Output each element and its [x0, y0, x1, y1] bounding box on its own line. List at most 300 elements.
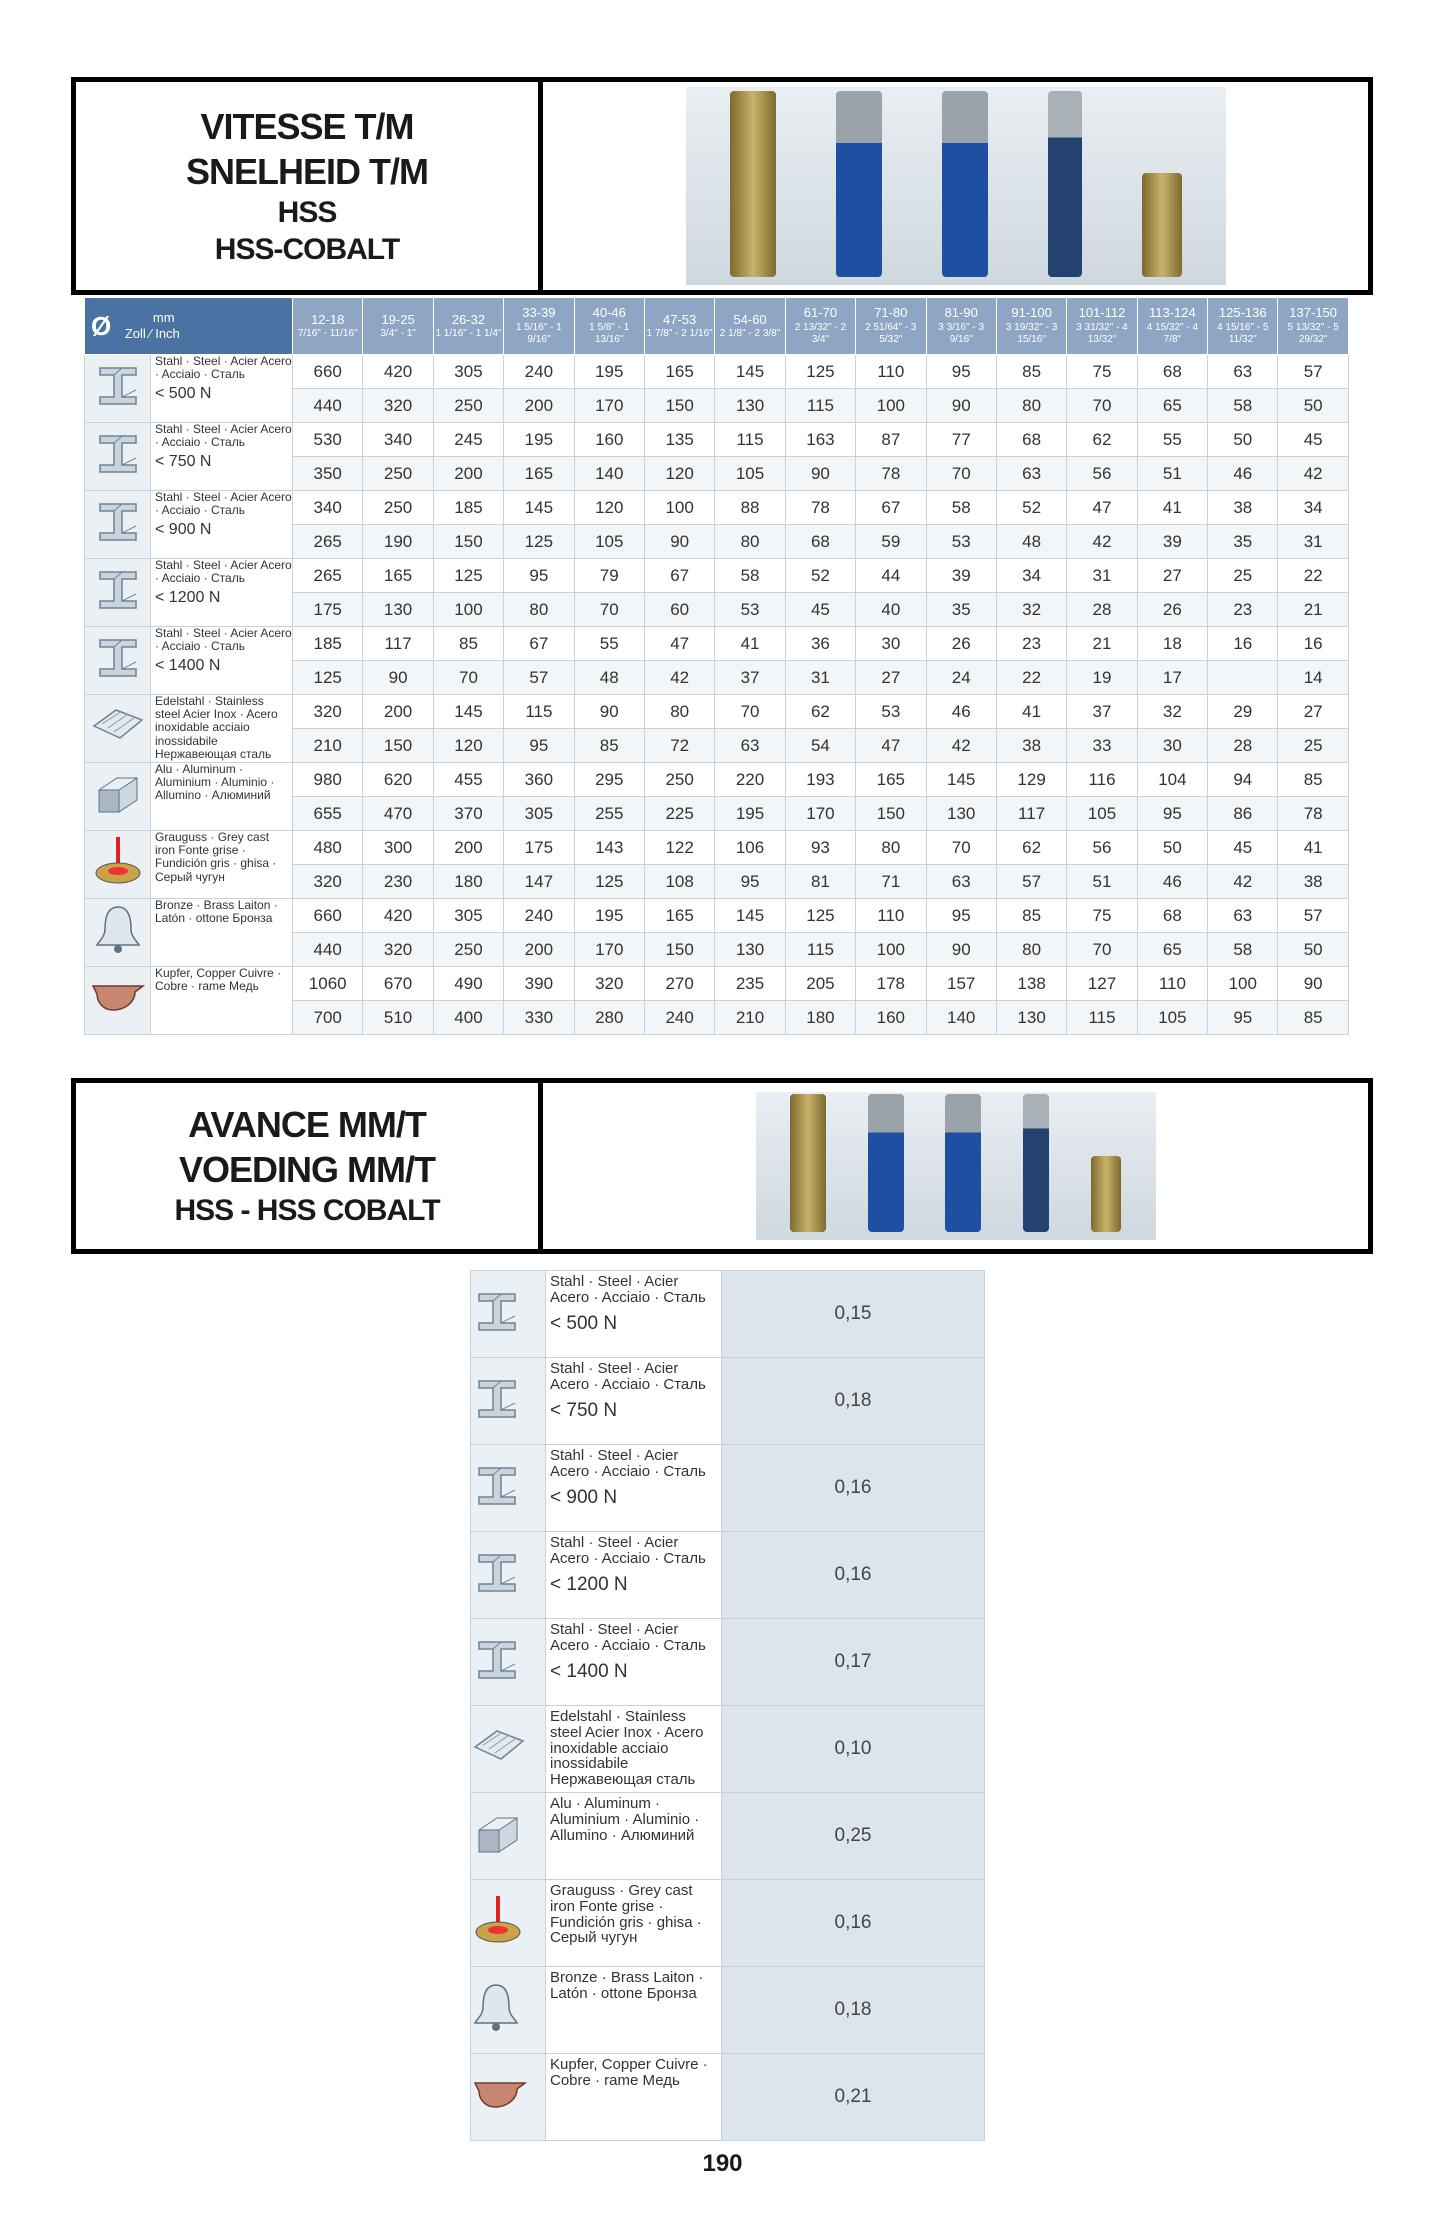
- speed-value-cell: 265: [293, 559, 363, 593]
- speed-value-cell: 27: [1278, 695, 1348, 729]
- stainless-grate-icon: [471, 1725, 545, 1774]
- speed-value-cell: 63: [1208, 899, 1278, 933]
- speed-value-cell: 250: [644, 763, 714, 797]
- material-icon-cell: [85, 423, 151, 491]
- material-icon-cell: [85, 695, 151, 763]
- speed-value-cell: 37: [715, 661, 785, 695]
- speed-value-cell: 125: [433, 559, 503, 593]
- speed-value-cell: 46: [1208, 457, 1278, 491]
- speed-value-cell: 255: [574, 797, 644, 831]
- material-name: Kupfer, Copper Cuivre · Cobre · rame Медь: [550, 2056, 708, 2089]
- speed-value-cell: 305: [433, 355, 503, 389]
- speed-value-cell: 80: [504, 593, 574, 627]
- speed-value-cell: 34: [1278, 491, 1348, 525]
- material-label-cell: [546, 1532, 722, 1619]
- feed-table-row: [471, 1793, 985, 1880]
- speed-value-cell: 72: [644, 729, 714, 763]
- speed-value-cell: 106: [715, 831, 785, 865]
- speed-table-row: [85, 967, 1349, 1001]
- speed-value-cell: 78: [856, 457, 926, 491]
- material-icon-cell: [471, 1880, 546, 1967]
- speed-value-cell: 57: [504, 661, 574, 695]
- speed-value-cell: 47: [856, 729, 926, 763]
- speed-value-cell: 78: [1278, 797, 1348, 831]
- speed-value-cell: 480: [293, 831, 363, 865]
- speed-value-cell: 68: [1137, 355, 1207, 389]
- speed-value-cell: 235: [715, 967, 785, 1001]
- speed-value-cell: 143: [574, 831, 644, 865]
- speed-value-cell: 125: [574, 865, 644, 899]
- tensile-strength: < 1200 N: [155, 589, 221, 607]
- speed-header-box: [71, 77, 1373, 295]
- material-label-cell: [546, 1271, 722, 1358]
- speed-value-cell: 80: [644, 695, 714, 729]
- speed-value-cell: 105: [1137, 1001, 1207, 1035]
- feed-title-hss: HSS - HSS COBALT: [174, 1194, 440, 1228]
- speed-value-cell: 100: [644, 491, 714, 525]
- speed-value-cell: 31: [1067, 559, 1137, 593]
- material-icon-cell: [471, 2054, 546, 2141]
- speed-value-cell: 135: [644, 423, 714, 457]
- speed-value-cell: 63: [996, 457, 1066, 491]
- speed-value-cell: 150: [644, 389, 714, 423]
- speed-value-cell: 52: [785, 559, 855, 593]
- speed-value-cell: 63: [1208, 355, 1278, 389]
- blue-core-drill-image: [836, 91, 882, 277]
- tensile-strength: < 500 N: [550, 1312, 618, 1334]
- speed-value-cell: 105: [574, 525, 644, 559]
- speed-value-cell: 100: [1208, 967, 1278, 1001]
- speed-value-cell: 160: [574, 423, 644, 457]
- steel-beam-icon: [85, 428, 150, 485]
- speed-value-cell: 105: [1067, 797, 1137, 831]
- speed-value-cell: 150: [433, 525, 503, 559]
- speed-value-cell: 55: [574, 627, 644, 661]
- speed-value-cell: 21: [1278, 593, 1348, 627]
- speed-value-cell: 85: [1278, 763, 1348, 797]
- speed-value-cell: 129: [996, 763, 1066, 797]
- steel-beam-icon: [85, 496, 150, 553]
- speed-value-cell: 56: [1067, 831, 1137, 865]
- speed-value-cell: 165: [856, 763, 926, 797]
- tensile-strength: < 1400 N: [155, 657, 221, 675]
- speed-value-cell: 75: [1067, 355, 1137, 389]
- speed-value-cell: 67: [856, 491, 926, 525]
- speed-value-cell: 670: [363, 967, 433, 1001]
- speed-value-cell: 660: [293, 355, 363, 389]
- column-mm-range: 40-46: [592, 305, 626, 321]
- column-mm-range: 113-124: [1149, 305, 1196, 321]
- speed-value-cell: 65: [1137, 389, 1207, 423]
- speed-value-cell: 250: [363, 491, 433, 525]
- speed-value-cell: 230: [363, 865, 433, 899]
- stainless-grate-icon: [85, 704, 150, 753]
- speed-value-cell: 19: [1067, 661, 1137, 695]
- diameter-column-header: [996, 298, 1066, 355]
- speed-value-cell: 95: [504, 559, 574, 593]
- speed-value-cell: 340: [293, 491, 363, 525]
- speed-value-cell: 195: [574, 899, 644, 933]
- steel-beam-icon: [471, 1373, 545, 1430]
- speed-value-cell: 157: [926, 967, 996, 1001]
- speed-value-cell: 41: [1278, 831, 1348, 865]
- speed-value-cell: 57: [1278, 355, 1348, 389]
- speed-value-cell: 120: [644, 457, 714, 491]
- feed-value-cell: 0,15: [722, 1271, 985, 1358]
- diameter-column-header: [293, 298, 363, 355]
- material-name: Stahl · Steel · Acier Acero · Acciaio · Сталь: [155, 490, 292, 518]
- speed-value-cell: 45: [1278, 423, 1348, 457]
- speed-value-cell: 420: [363, 355, 433, 389]
- speed-value-cell: 68: [1137, 899, 1207, 933]
- speed-value-cell: 58: [1208, 389, 1278, 423]
- column-mm-range: 47-53: [663, 311, 697, 327]
- speed-value-cell: 165: [504, 457, 574, 491]
- material-icon-cell: [471, 1619, 546, 1706]
- column-inch-range: 2 13/32" - 2 3/4": [794, 321, 847, 346]
- speed-value-cell: 60: [644, 593, 714, 627]
- speed-value-cell: 165: [363, 559, 433, 593]
- material-label-cell: [546, 1445, 722, 1532]
- blue-twist-drill-image: [1023, 1094, 1049, 1232]
- speed-value-cell: 305: [504, 797, 574, 831]
- speed-value-cell: 370: [433, 797, 503, 831]
- gold-core-drill-image: [790, 1094, 826, 1232]
- speed-value-cell: 50: [1278, 933, 1348, 967]
- material-name: Stahl · Steel · Acier Acero · Acciaio · Сталь: [155, 558, 292, 586]
- speed-value-cell: 440: [293, 389, 363, 423]
- speed-value-cell: 440: [293, 933, 363, 967]
- speed-value-cell: 420: [363, 899, 433, 933]
- speed-value-cell: 145: [715, 355, 785, 389]
- speed-value-cell: 40: [856, 593, 926, 627]
- material-icon-cell: [471, 1706, 546, 1793]
- material-name: Kupfer, Copper Cuivre · Cobre · rame Медь: [155, 966, 282, 994]
- tensile-strength: < 500 N: [155, 385, 212, 403]
- diameter-column-header: [1208, 298, 1278, 355]
- speed-value-cell: 78: [785, 491, 855, 525]
- speed-value-cell: 85: [996, 899, 1066, 933]
- column-inch-range: 1 5/8" - 1 13/16": [589, 321, 630, 346]
- short-gold-core-drill-image: [1091, 1156, 1121, 1232]
- speed-value-cell: 190: [363, 525, 433, 559]
- column-mm-range: 81-90: [944, 305, 978, 321]
- speed-value-cell: 47: [1067, 491, 1137, 525]
- speed-value-cell: 130: [715, 389, 785, 423]
- speed-value-cell: 185: [293, 627, 363, 661]
- column-mm-range: 33-39: [522, 305, 556, 321]
- speed-value-cell: 16: [1208, 627, 1278, 661]
- speed-value-cell: 120: [433, 729, 503, 763]
- diameter-column-header: [1278, 298, 1348, 355]
- speed-value-cell: 330: [504, 1001, 574, 1035]
- steel-beam-icon: [471, 1634, 545, 1691]
- speed-value-cell: 95: [926, 899, 996, 933]
- material-icon-cell: [85, 967, 151, 1035]
- tensile-strength: < 750 N: [155, 453, 212, 471]
- material-label-cell: [151, 967, 293, 1035]
- speed-value-cell: 47: [644, 627, 714, 661]
- speed-table-row: [85, 695, 1349, 729]
- column-inch-range: 2 1/8" - 2 3/8": [719, 327, 781, 339]
- speed-value-cell: 163: [785, 423, 855, 457]
- speed-value-cell: 58: [926, 491, 996, 525]
- material-label-cell: [151, 355, 293, 423]
- speed-value-cell: 22: [1278, 559, 1348, 593]
- feed-table-row: [471, 2054, 985, 2141]
- speed-table-row: [85, 627, 1349, 661]
- speed-value-cell: 48: [574, 661, 644, 695]
- speed-value-cell: 240: [504, 899, 574, 933]
- feed-table-row: [471, 1880, 985, 1967]
- short-gold-core-drill-image: [1142, 173, 1182, 277]
- speed-table-row: [85, 763, 1349, 797]
- speed-value-cell: 210: [293, 729, 363, 763]
- speed-value-cell: 27: [856, 661, 926, 695]
- speed-value-cell: 270: [644, 967, 714, 1001]
- speed-value-cell: 127: [1067, 967, 1137, 1001]
- material-name: Stahl · Steel · Acier Acero · Acciaio · Сталь: [550, 1447, 706, 1480]
- aluminium-profile-icon: [85, 768, 150, 825]
- feed-value-cell: 0,16: [722, 1532, 985, 1619]
- speed-value-cell: 53: [856, 695, 926, 729]
- speed-value-cell: 70: [926, 831, 996, 865]
- material-label-cell: [151, 491, 293, 559]
- column-inch-range: 3 3/16" - 3 9/16": [938, 321, 985, 346]
- diameter-symbol: Ø: [91, 310, 112, 341]
- speed-value-cell: 67: [504, 627, 574, 661]
- speed-title-nl: SNELHEID T/M: [185, 150, 428, 192]
- speed-value-cell: 115: [785, 933, 855, 967]
- speed-value-cell: 110: [856, 899, 926, 933]
- speed-value-cell: 77: [926, 423, 996, 457]
- speed-value-cell: 21: [1067, 627, 1137, 661]
- grey-cast-iron-icon: [85, 835, 150, 894]
- material-icon-cell: [471, 1967, 546, 2054]
- column-mm-range: 12-18: [311, 311, 345, 327]
- speed-value-cell: 70: [715, 695, 785, 729]
- speed-title-hss: HSS: [277, 195, 337, 229]
- speed-value-cell: 34: [996, 559, 1066, 593]
- speed-value-cell: 120: [574, 491, 644, 525]
- speed-table-row: [85, 559, 1349, 593]
- speed-value-cell: 42: [644, 661, 714, 695]
- speed-value-cell: 25: [1278, 729, 1348, 763]
- speed-value-cell: 350: [293, 457, 363, 491]
- speed-value-cell: 65: [1137, 933, 1207, 967]
- material-icon-cell: [85, 355, 151, 423]
- speed-value-cell: 1060: [293, 967, 363, 1001]
- speed-value-cell: 115: [504, 695, 574, 729]
- material-name: Stahl · Steel · Acier Acero · Acciaio · Сталь: [550, 1360, 706, 1393]
- speed-value-cell: 125: [293, 661, 363, 695]
- speed-value-cell: 320: [363, 933, 433, 967]
- feed-value-cell: 0,18: [722, 1358, 985, 1445]
- speed-value-cell: 175: [293, 593, 363, 627]
- column-mm-range: 137-150: [1289, 305, 1338, 321]
- speed-value-cell: 45: [785, 593, 855, 627]
- speed-title-cobalt: HSS-COBALT: [214, 233, 400, 266]
- column-inch-range: 3 31/32" - 4 13/32": [1076, 321, 1128, 346]
- diameter-column-header: [926, 298, 996, 355]
- speed-value-cell: 42: [926, 729, 996, 763]
- speed-value-cell: 145: [504, 491, 574, 525]
- feed-table-row: [471, 1706, 985, 1793]
- feed-rate-table: [470, 1270, 985, 2141]
- speed-value-cell: 340: [363, 423, 433, 457]
- speed-value-cell: 100: [433, 593, 503, 627]
- speed-value-cell: 93: [785, 831, 855, 865]
- speed-value-cell: 90: [926, 933, 996, 967]
- tensile-strength: < 750 N: [550, 1399, 618, 1421]
- speed-value-cell: 62: [996, 831, 1066, 865]
- blue-core-drill-image: [942, 91, 988, 277]
- column-mm-range: 71-80: [874, 305, 908, 321]
- speed-value-cell: 200: [433, 831, 503, 865]
- speed-value-cell: 250: [433, 933, 503, 967]
- material-label-cell: [546, 1793, 722, 1880]
- speed-value-cell: 130: [996, 1001, 1066, 1035]
- material-label-cell: [151, 695, 293, 763]
- speed-value-cell: 33: [1067, 729, 1137, 763]
- speed-value-cell: 150: [856, 797, 926, 831]
- tensile-strength: < 900 N: [550, 1486, 618, 1508]
- speed-value-cell: 125: [785, 899, 855, 933]
- speed-value-cell: 87: [856, 423, 926, 457]
- speed-value-cell: 62: [1067, 423, 1137, 457]
- speed-value-cell: 117: [996, 797, 1066, 831]
- column-inch-range: 4 15/16" - 5 11/32": [1217, 321, 1269, 346]
- speed-value-cell: [1208, 661, 1278, 695]
- material-label-cell: [151, 763, 293, 831]
- speed-value-cell: 180: [433, 865, 503, 899]
- bronze-bell-icon: [85, 903, 150, 962]
- feed-header-box: [71, 1078, 1373, 1254]
- feed-value-cell: 0,17: [722, 1619, 985, 1706]
- speed-value-cell: 30: [856, 627, 926, 661]
- speed-value-cell: 390: [504, 967, 574, 1001]
- speed-value-cell: 470: [363, 797, 433, 831]
- column-inch-range: 4 15/32" - 4 7/8": [1146, 321, 1199, 346]
- material-icon-cell: [471, 1532, 546, 1619]
- speed-value-cell: 51: [1067, 865, 1137, 899]
- speed-value-cell: 210: [715, 1001, 785, 1035]
- speed-value-cell: 70: [1067, 933, 1137, 967]
- column-mm-range: 26-32: [451, 311, 486, 327]
- speed-value-cell: 265: [293, 525, 363, 559]
- column-inch-range: 5 13/32" - 5 29/32": [1287, 321, 1339, 346]
- speed-value-cell: 22: [996, 661, 1066, 695]
- speed-value-cell: 195: [574, 355, 644, 389]
- column-mm-range: 101-112: [1078, 305, 1126, 321]
- speed-value-cell: 42: [1278, 457, 1348, 491]
- speed-value-cell: 25: [1208, 559, 1278, 593]
- speed-value-cell: 108: [644, 865, 714, 899]
- material-name: Stahl · Steel · Acier Acero · Acciaio · Сталь: [550, 1273, 706, 1306]
- speed-value-cell: 280: [574, 1001, 644, 1035]
- speed-value-cell: 90: [363, 661, 433, 695]
- speed-value-cell: 23: [1208, 593, 1278, 627]
- material-name: Grauguss · Grey cast iron Fonte grise · Fundición gris · ghisa · Серый чугун: [155, 830, 277, 884]
- speed-value-cell: 95: [1137, 797, 1207, 831]
- material-label-cell: [151, 899, 293, 967]
- speed-value-cell: 250: [363, 457, 433, 491]
- speed-value-cell: 70: [926, 457, 996, 491]
- material-name: Edelstahl · Stainless steel Acier Inox · Acero inoxidable acciaio inossidabile Нержавеющая сталь: [155, 694, 278, 761]
- column-inch-range: 2 51/64" - 3 5/32": [865, 321, 917, 346]
- speed-value-cell: 32: [996, 593, 1066, 627]
- speed-value-cell: 41: [1137, 491, 1207, 525]
- feed-table-row: [471, 1358, 985, 1445]
- speed-value-cell: 95: [1208, 1001, 1278, 1035]
- speed-table-row: [85, 491, 1349, 525]
- feed-table-row: [471, 1532, 985, 1619]
- speed-value-cell: 200: [363, 695, 433, 729]
- steel-beam-icon: [85, 632, 150, 689]
- speed-value-cell: 53: [715, 593, 785, 627]
- speed-value-cell: 26: [926, 627, 996, 661]
- speed-value-cell: 70: [574, 593, 644, 627]
- speed-value-cell: 53: [926, 525, 996, 559]
- speed-value-cell: 510: [363, 1001, 433, 1035]
- speed-value-cell: 28: [1208, 729, 1278, 763]
- material-name: Grauguss · Grey cast iron Fonte grise · Fundición gris · ghisa · Серый чугун: [550, 1882, 702, 1947]
- speed-value-cell: 32: [1137, 695, 1207, 729]
- speed-value-cell: 145: [715, 899, 785, 933]
- speed-value-cell: 95: [504, 729, 574, 763]
- material-icon-cell: [471, 1445, 546, 1532]
- speed-value-cell: 130: [926, 797, 996, 831]
- speed-value-cell: 39: [926, 559, 996, 593]
- material-name: Stahl · Steel · Acier Acero · Acciaio · Сталь: [155, 422, 292, 450]
- speed-value-cell: 245: [433, 423, 503, 457]
- speed-value-cell: 160: [856, 1001, 926, 1035]
- speed-value-cell: 180: [785, 1001, 855, 1035]
- material-icon-cell: [85, 559, 151, 627]
- speed-value-cell: 105: [715, 457, 785, 491]
- speed-value-cell: 48: [996, 525, 1066, 559]
- diameter-column-header: [644, 298, 714, 355]
- speed-value-cell: 30: [1137, 729, 1207, 763]
- speed-value-cell: 140: [926, 1001, 996, 1035]
- speed-value-cell: 14: [1278, 661, 1348, 695]
- speed-value-cell: 130: [363, 593, 433, 627]
- speed-value-cell: 193: [785, 763, 855, 797]
- feed-table-row: [471, 1271, 985, 1358]
- speed-value-cell: 50: [1278, 389, 1348, 423]
- speed-value-cell: 320: [293, 865, 363, 899]
- speed-value-cell: 50: [1208, 423, 1278, 457]
- column-mm-range: 19-25: [381, 311, 415, 327]
- speed-value-cell: 39: [1137, 525, 1207, 559]
- speed-value-cell: 85: [574, 729, 644, 763]
- speed-value-cell: 116: [1067, 763, 1137, 797]
- material-label-cell: [151, 423, 293, 491]
- speed-value-cell: 57: [1278, 899, 1348, 933]
- speed-value-cell: 38: [996, 729, 1066, 763]
- blue-twist-drill-image: [1048, 91, 1082, 277]
- gold-core-drill-image: [730, 91, 776, 277]
- unit-inch-label: Zoll ⁄ Inch: [124, 326, 180, 341]
- speed-value-cell: 530: [293, 423, 363, 457]
- material-name: Alu · Aluminum · Aluminium · Aluminio · Allumino · Алюминий: [155, 762, 275, 803]
- speed-value-cell: 37: [1067, 695, 1137, 729]
- speed-value-cell: 620: [363, 763, 433, 797]
- speed-table-row: [85, 899, 1349, 933]
- speed-value-cell: 52: [996, 491, 1066, 525]
- blue-core-drill-image: [868, 1094, 904, 1232]
- speed-value-cell: 70: [1067, 389, 1137, 423]
